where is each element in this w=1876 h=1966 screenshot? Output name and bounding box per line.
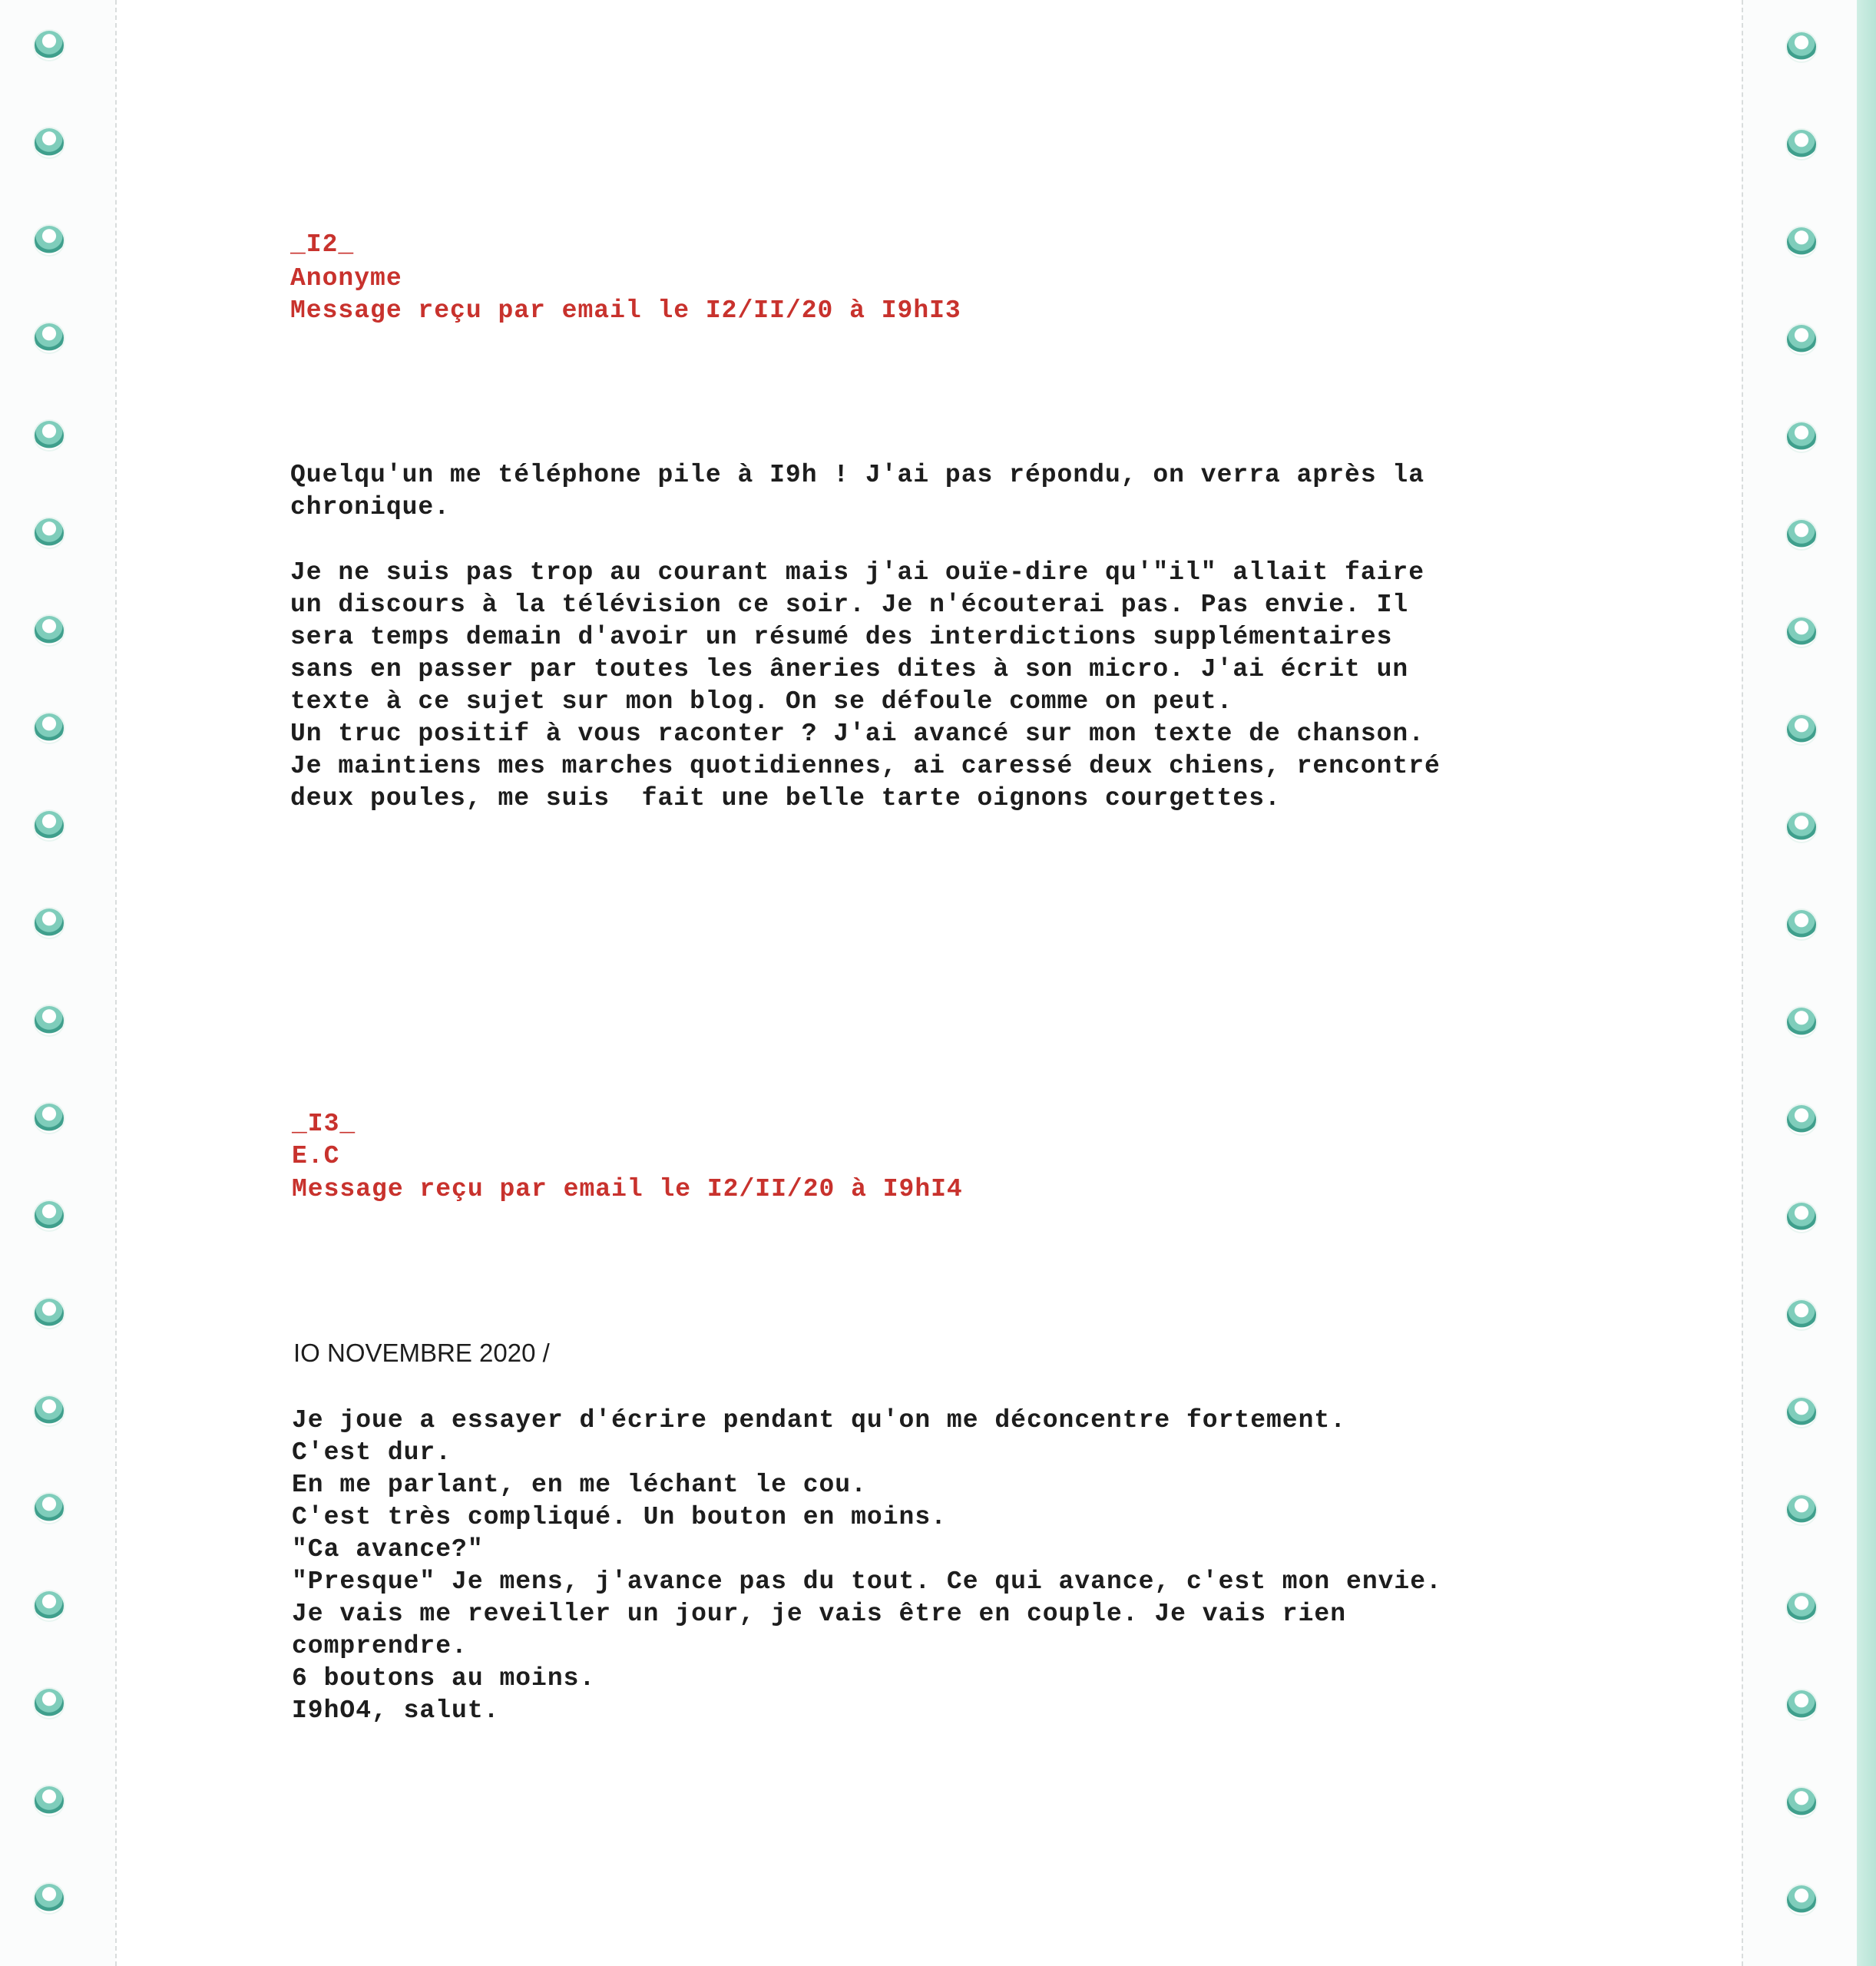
entry-author: Anonyme bbox=[290, 264, 402, 293]
text-line: C'est dur. bbox=[292, 1438, 452, 1467]
feed-hole bbox=[1787, 1008, 1816, 1037]
text-line: "Ca avance?" bbox=[292, 1535, 484, 1564]
feed-hole bbox=[35, 1884, 64, 1913]
feed-hole bbox=[35, 1396, 64, 1425]
feed-hole bbox=[1787, 32, 1816, 61]
text-line: sera temps demain d'avoir un résumé des interdictions supplémentaires bbox=[290, 623, 1393, 651]
text-line: Je maintiens mes marches quotidiennes, ai caressé deux chiens, rencontré bbox=[290, 752, 1441, 780]
text-line: "Presque" Je mens, j'avance pas du tout. Ce qui avance, c'est mon envie. bbox=[292, 1567, 1442, 1596]
text-line: chronique. bbox=[290, 493, 451, 521]
text-line: En me parlant, en me léchant le cou. bbox=[292, 1471, 867, 1499]
feed-hole bbox=[1787, 910, 1816, 939]
feed-hole bbox=[35, 1494, 64, 1523]
entry-received: Message reçu par email le I2/II/20 à I9hI4 bbox=[292, 1175, 963, 1203]
text-line-date: IO NOVEMBRE 2020 / bbox=[293, 1339, 550, 1367]
feed-hole bbox=[1787, 715, 1816, 744]
feed-hole bbox=[35, 1006, 64, 1035]
feed-hole bbox=[35, 518, 64, 548]
feed-hole bbox=[1787, 130, 1816, 159]
text-line: 6 boutons au moins. bbox=[292, 1664, 596, 1693]
text-line: un discours à la télévision ce soir. Je n'écouterai pas. Pas envie. Il bbox=[290, 591, 1409, 619]
feed-hole bbox=[35, 1689, 64, 1718]
feed-hole bbox=[1787, 520, 1816, 549]
feed-hole bbox=[1787, 617, 1816, 647]
feed-hole bbox=[35, 128, 64, 157]
feed-hole bbox=[1787, 1885, 1816, 1915]
text-line: texte à ce sujet sur mon blog. On se défoule comme on peut. bbox=[290, 687, 1233, 716]
feed-hole bbox=[35, 1201, 64, 1230]
feed-hole bbox=[35, 1786, 64, 1815]
feed-hole bbox=[1787, 422, 1816, 452]
feed-hole bbox=[35, 811, 64, 840]
feed-hole bbox=[35, 31, 64, 60]
feed-hole bbox=[1787, 1788, 1816, 1817]
feed-hole bbox=[1787, 1105, 1816, 1134]
text-line: C'est très compliqué. Un bouton en moins. bbox=[292, 1503, 947, 1531]
text-line: sans en passer par toutes les âneries dites à son micro. J'ai écrit un bbox=[290, 655, 1409, 683]
feed-hole bbox=[35, 323, 64, 352]
feed-hole bbox=[1787, 1300, 1816, 1329]
text-line: Un truc positif à vous raconter ? J'ai avancé sur mon texte de chanson. bbox=[290, 720, 1425, 748]
text-line: I9hO4, salut. bbox=[292, 1696, 500, 1725]
entry-number: _I2_ bbox=[290, 230, 355, 259]
feed-hole bbox=[35, 226, 64, 255]
right-perforation-line bbox=[1742, 0, 1743, 1966]
feed-hole bbox=[1787, 1593, 1816, 1622]
feed-hole bbox=[1787, 227, 1816, 257]
feed-hole bbox=[1787, 325, 1816, 354]
entry-number: _I3_ bbox=[292, 1110, 356, 1138]
text-line: Quelqu'un me téléphone pile à I9h ! J'ai pas répondu, on verra après la bbox=[290, 461, 1425, 489]
text-line: Je joue a essayer d'écrire pendant qu'on me déconcentre fortement. bbox=[292, 1406, 1347, 1435]
feed-hole bbox=[1787, 1203, 1816, 1232]
feed-hole bbox=[35, 1104, 64, 1133]
text-line: deux poules, me suis fait une belle tarte oignons courgettes. bbox=[290, 784, 1281, 813]
left-perforation-line bbox=[115, 0, 117, 1966]
feed-hole bbox=[35, 1591, 64, 1620]
feed-hole bbox=[1787, 1495, 1816, 1524]
feed-hole bbox=[1787, 1690, 1816, 1719]
right-tractor-strip bbox=[1742, 0, 1857, 1966]
entry-author: E.C bbox=[292, 1142, 340, 1170]
feed-hole bbox=[1787, 1398, 1816, 1427]
green-page-edge bbox=[1857, 0, 1876, 1966]
text-line: Je vais me reveiller un jour, je vais être en couple. Je vais rien bbox=[292, 1600, 1347, 1628]
text-line: Je ne suis pas trop au courant mais j'ai ouïe-dire qu'"il" allait faire bbox=[290, 558, 1425, 587]
feed-hole bbox=[35, 909, 64, 938]
left-tractor-strip bbox=[0, 0, 115, 1966]
feed-hole bbox=[35, 713, 64, 743]
feed-hole bbox=[35, 1299, 64, 1328]
entry-received: Message reçu par email le I2/II/20 à I9hI3 bbox=[290, 296, 961, 325]
feed-hole bbox=[35, 616, 64, 645]
feed-hole bbox=[35, 421, 64, 450]
feed-hole bbox=[1787, 813, 1816, 842]
text-line: comprendre. bbox=[292, 1632, 468, 1660]
